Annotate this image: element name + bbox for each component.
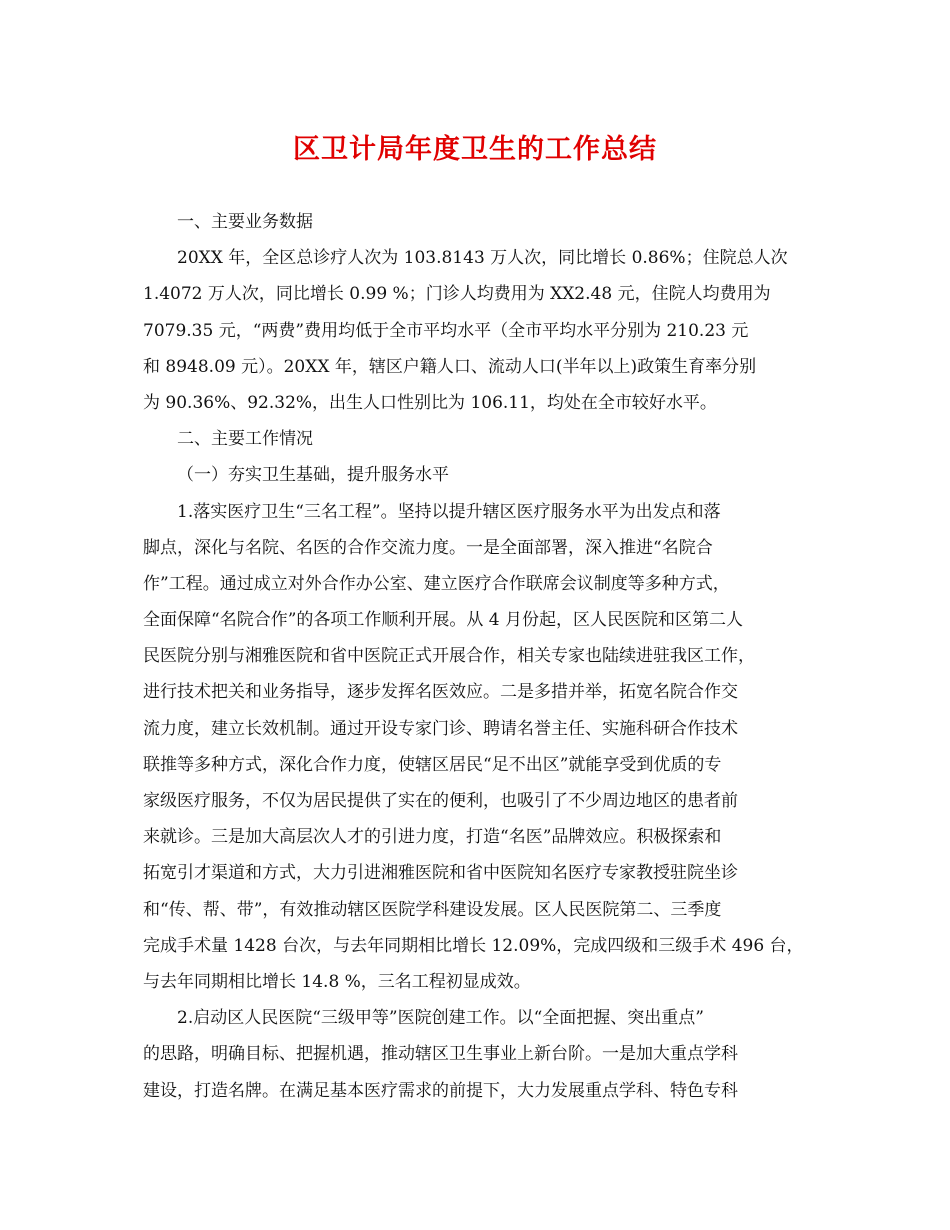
body-line: 来就诊。三是加大高层次人才的引进力度，打造“名医”品牌效应。积极探索和 — [143, 827, 722, 848]
body-line: 1.落实医疗卫生“三名工程”。坚持以提升辖区医疗服务水平为出发点和落 — [177, 501, 721, 522]
body-line: 进行技术把关和业务指导，逐步发挥名医效应。二是多措并举，拓宽名院合作交 — [143, 682, 738, 703]
body-line: 完成手术量 1428 台次，与去年同期相比增长 12.09%，完成四级和三级手术 496 台， — [143, 935, 804, 956]
document-title: 区卫计局年度卫生的工作总结 — [293, 134, 657, 165]
body-line: 的思路，明确目标、把握机遇，推动辖区卫生事业上新台阶。一是加大重点学科 — [143, 1044, 738, 1065]
body-line: 拓宽引才渠道和方式，大力引进湘雅医院和省中医院知名医疗专家教授驻院坐诊 — [143, 863, 738, 884]
body-line: 为 90.36%、92.32%，出生人口性别比为 106.11，均处在全市较好水平。 — [143, 392, 717, 413]
body-line: 和 8948.09 元）。20XX 年，辖区户籍人口、流动人口(半年以上)政策生育率分别 — [143, 356, 757, 377]
body-line: 建设，打造名牌。在满足基本医疗需求的前提下，大力发展重点学科、特色专科 — [143, 1080, 738, 1101]
body-line: 2.启动区人民医院“三级甲等”医院创建工作。以“全面把握、突出重点” — [177, 1008, 704, 1029]
body-line: 作”工程。通过成立对外合作办公室、建立医疗合作联席会议制度等多种方式， — [143, 573, 730, 594]
body-line: 民医院分别与湘雅医院和省中医院正式开展合作，相关专家也陆续进驻我区工作， — [143, 646, 755, 667]
body-line: 一、主要业务数据 — [177, 212, 313, 232]
document-body — [143, 204, 808, 1109]
body-line: 流力度，建立长效机制。通过开设专家门诊、聘请名誉主任、实施科研合作技术 — [143, 718, 738, 739]
body-line: 和“传、帮、带”，有效推动辖区医院学科建设发展。区人民医院第二、三季度 — [143, 899, 722, 920]
body-line: 二、主要工作情况 — [177, 429, 313, 450]
body-line: 1.4072 万人次，同比增长 0.99 %；门诊人均费用为 XX2.48 元，住院人均费用为 — [143, 284, 771, 305]
body-line: 联推等多种方式，深化合作力度，使辖区居民“足不出区”就能享受到优质的专 — [143, 754, 722, 775]
body-line: 20XX 年，全区总诊疗人次为 103.8143 万人次，同比增长 0.86%；住院总人次 — [177, 248, 788, 269]
body-line: 7079.35 元，“两费”费用均低于全市平均水平（全市平均水平分别为 210.23 元 — [143, 320, 749, 341]
body-line: 与去年同期相比增长 14.8 %，三名工程初显成效。 — [143, 971, 531, 992]
body-line: （一）夯实卫生基础，提升服务水平 — [177, 465, 449, 486]
body-line: 家级医疗服务，不仅为居民提供了实在的便利，也吸引了不少周边地区的患者前 — [143, 791, 738, 811]
body-line: 脚点，深化与名院、名医的合作交流力度。一是全面部署，深入推进“名院合 — [143, 537, 713, 558]
body-line: 全面保障“名院合作”的各项工作顺利开展。从 4 月份起，区人民医院和区第二人 — [143, 610, 744, 631]
